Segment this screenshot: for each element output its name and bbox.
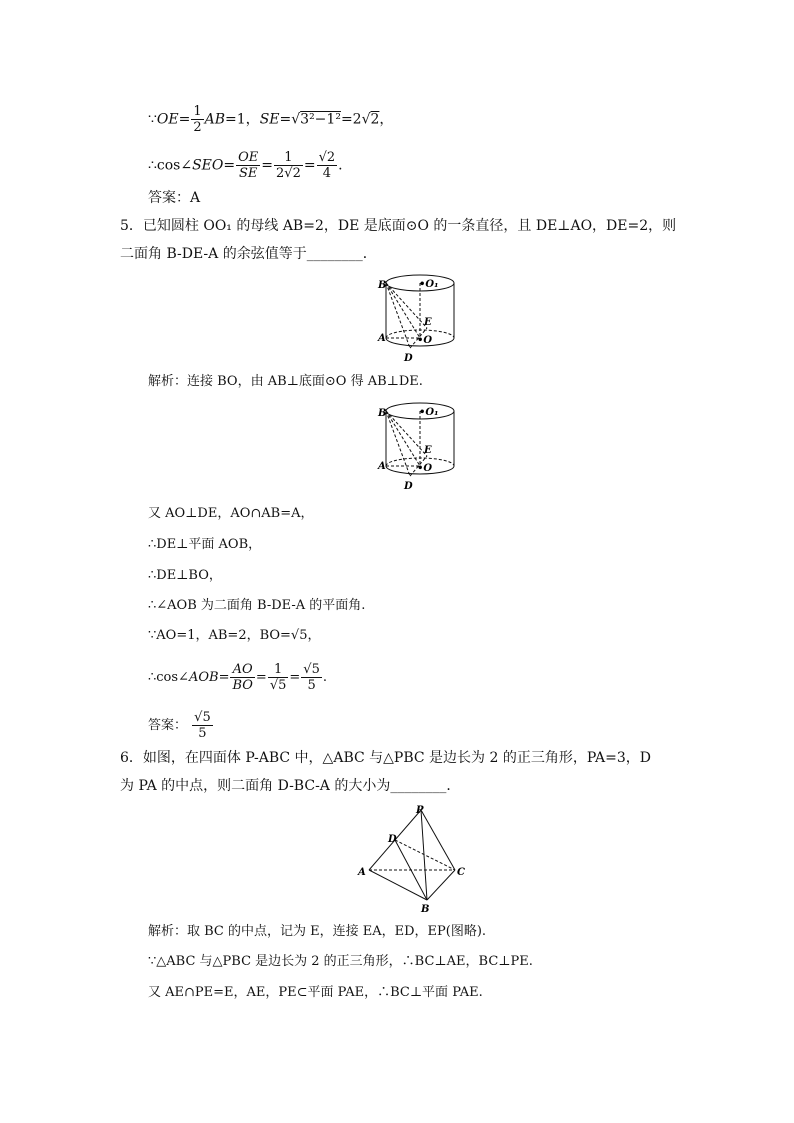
fig6-label-C: C <box>457 867 465 878</box>
fig6-label-B: B <box>421 904 430 914</box>
fig5-label-O: •O <box>417 335 433 346</box>
problem5-step4: ∴∠AOB 为二面角 B-DE-A 的平面角. <box>148 598 366 613</box>
problem5-analysis: 解析：连接 BO，由 AB⊥底面⊙O 得 AB⊥DE. <box>148 374 423 389</box>
fig6-label-D: D <box>388 834 397 845</box>
problem6-text-line1: 6．如图，在四面体 P-ABC 中，△ABC 与△PBC 是边长为 2 的正三角形，PA=3，D <box>120 750 651 766</box>
problem5-step5: ∵AO=1，AB=2，BO=√5， <box>148 628 321 643</box>
fig5-label-B: B <box>378 280 387 291</box>
problem6-step2: 又 AE∩PE=E，AE，PE⊂平面 PAE，∴BC⊥平面 PAE. <box>148 985 483 1000</box>
solution4-line1: ∵OE= $\frac{1}{2}$ AB=1，SE=√3²−1²=2√2， <box>148 104 394 135</box>
tetrahedron-figure <box>355 804 470 914</box>
fig5-label-D: D <box>404 353 413 364</box>
fig5b-label-O1: •O₁ <box>419 407 439 418</box>
fig5-label-O1: •O₁ <box>419 279 439 290</box>
fig5b-label-E: E <box>424 445 432 456</box>
problem5-answer: 答案： $\frac{√5}{5}$ <box>148 710 211 741</box>
problem5-text-line1: 5．已知圆柱 OO₁ 的母线 AB=2，DE 是底面⊙O 的一条直径，且 DE⊥AO，DE=2，则 <box>120 218 677 234</box>
fig6-label-A: A <box>358 867 366 878</box>
fig5b-label-B: B <box>378 408 387 419</box>
problem6-analysis: 解析：取 BC 的中点，记为 E，连接 EA，ED，EP(图略). <box>148 924 487 939</box>
solution4-answer: 答案：A <box>148 190 201 206</box>
solution4-line2: ∴cos∠SEO= $\frac{OE}{SE}$ = $\frac{1}{2√2}$ = $\frac{√2}{4}$ . <box>148 150 343 181</box>
problem5-step3: ∴DE⊥BO， <box>148 568 222 583</box>
cylinder-figure-2 <box>372 398 462 493</box>
fig5b-label-D: D <box>404 481 413 492</box>
fig5b-label-A: A <box>378 461 386 472</box>
problem5-text-line2: 二面角 B-DE-A 的余弦值等于________． <box>120 246 377 262</box>
problem5-step6: ∴cos∠AOB= $\frac{AO}{BO}$ = $\frac{1}{√5}$ = $\frac{√5}{5}$ . <box>148 662 327 693</box>
problem5-step1: 又 AO⊥DE，AO∩AB=A， <box>148 506 314 521</box>
problem6-step1: ∵△ABC 与△PBC 是边长为 2 的正三角形，∴BC⊥AE，BC⊥PE. <box>148 954 533 969</box>
problem5-step2: ∴DE⊥平面 AOB， <box>148 537 262 552</box>
problem6-text-line2: 为 PA 的中点，则二面角 D-BC-A 的大小为________． <box>120 778 461 794</box>
fig5-label-A: A <box>378 333 386 344</box>
fig6-label-P: P <box>416 805 424 816</box>
cylinder-figure-1 <box>372 270 462 365</box>
fig5b-label-O: •O <box>417 463 433 474</box>
fig5-label-E: E <box>424 317 432 328</box>
